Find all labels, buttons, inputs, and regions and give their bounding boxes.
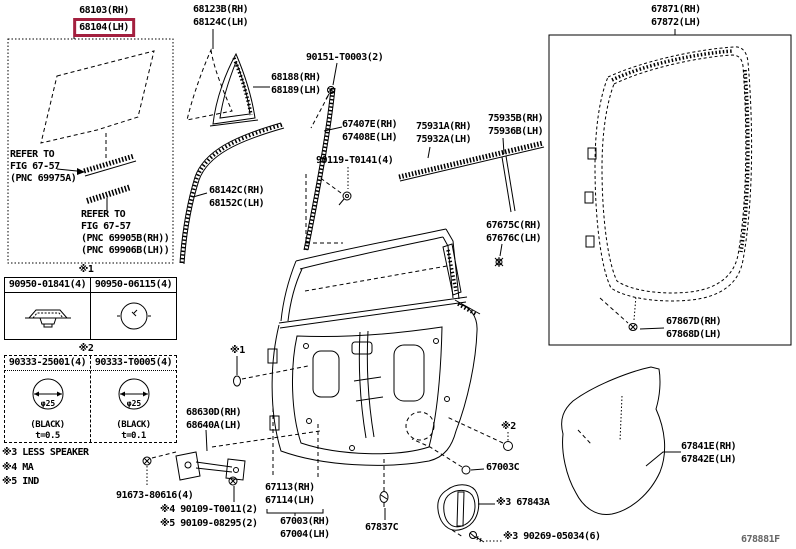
diameter-label: φ25 [40,398,55,408]
marker-table-1-line: ※1 [78,264,94,275]
refer-note-line: (PNC 69905B(RH)) [81,233,170,244]
figure-code: 678881F [741,534,780,545]
grommet-67837-line[interactable]: 67837C [365,522,399,533]
marker-table-1-label [79,263,94,276]
refer-note-2 [81,209,169,257]
belt-moulding-drawing [399,143,544,181]
part-number[interactable]: 90950-01841(4) [5,278,90,293]
refer-note-line: FIG 67-57 [10,161,60,172]
clip-67003c-label[interactable] [486,461,519,474]
pin-91673-label[interactable] [116,489,193,502]
clip-icon [22,301,74,331]
refer-note-1 [10,149,76,185]
screw-90109-08295-line[interactable]: ※5 90109-08295(2) [160,518,258,529]
division-bar-line[interactable]: 67407E(RH) [342,119,398,130]
ref-table-1-cell [90,278,176,339]
clip-67867-line[interactable]: 67868D(LH) [666,329,722,340]
ref-table-2 [4,355,177,443]
marker-door-1-label [230,344,245,357]
marker-table-2-line: ※2 [78,343,94,354]
diameter-icon [25,376,71,416]
screw-90151-label[interactable] [306,51,383,64]
ref-table-1-cell [5,278,90,339]
color-spec: (BLACK) [116,420,151,430]
door-inner-panel-label[interactable] [265,481,315,507]
refer-note-line: (PNC 69975A) [10,173,77,184]
marker-door-1-line: ※1 [230,345,245,356]
screw-90109-t0011-label[interactable] [160,503,258,516]
screw-90109-08295-label[interactable] [160,517,258,530]
quarter-window-weatherstrip-line[interactable]: 68188(RH) [271,72,321,83]
door-weatherstrip-line[interactable]: 67872(LH) [651,17,701,28]
diameter-label: φ25 [126,398,141,408]
quarter-window-glass-line[interactable]: 68124C(LH) [193,17,249,28]
marker-door-2-line: ※2 [501,421,516,432]
door-weatherstrip-line[interactable]: 67871(RH) [651,4,701,15]
legend-note-3: ※3 LESS SPEAKER [2,447,89,458]
refer-note-line: (PNC 69906B(LH)) [81,245,170,256]
rear-door-glass-label[interactable] [73,4,135,38]
door-panel-assy-line[interactable]: 67003(RH) [280,516,330,527]
speaker-cover-line[interactable]: ※3 67843A [496,497,550,508]
door-weatherstrip-label[interactable] [651,3,701,29]
clip-67867-line[interactable]: 67867D(RH) [666,316,722,327]
division-bar-label[interactable] [342,118,397,144]
part-number[interactable]: 90950-06115(4) [91,278,176,293]
screw-90269-label[interactable] [503,530,601,543]
belt-moulding-rear-label[interactable] [488,112,543,138]
glass-run-line[interactable]: 68142C(RH) [209,185,265,196]
part-number[interactable]: 90333-T0005(4) [91,356,176,371]
belt-moulding-rear-line[interactable]: 75936B(LH) [488,126,544,137]
clip-67675-drawing [495,244,503,267]
door-inner-panel-line[interactable]: 67114(LH) [265,495,315,506]
door-weatherstrip-drawing [549,29,791,345]
screw-90269-drawing [470,532,503,543]
part-number[interactable]: 90333-25001(4) [5,356,90,371]
bolt-90119-label[interactable] [316,154,393,167]
clip-67675-line[interactable]: 67675C(RH) [486,220,542,231]
service-hole-cover-label[interactable] [681,440,736,466]
service-hole-cover-drawing [562,367,681,515]
glass-run-label[interactable] [209,184,264,210]
thickness-spec: t=0.1 [121,431,146,441]
rear-door-glass-line[interactable]: 68104(LH) [73,18,135,37]
screw-90109-t0011-line[interactable]: ※4 90109-T0011(2) [160,504,258,515]
quarter-window-drawing [187,29,270,126]
ref-table-2-cell [5,356,90,442]
door-panel-assy-line[interactable]: 67004(LH) [280,529,330,540]
clip-67675-label[interactable] [486,219,541,245]
pin-91673-line[interactable]: 91673-80616(4) [116,490,194,501]
door-check-line[interactable]: 68640A(LH) [186,420,242,431]
thickness-spec: t=0.5 [35,431,60,441]
door-check-label[interactable] [186,406,241,432]
grommet-67837-label[interactable] [365,521,398,534]
ref-table-1 [4,277,177,340]
refer-note-line: REFER TO [10,149,55,160]
clip-67867-label[interactable] [666,315,721,341]
legend-note-4: ※4 MA [2,461,34,473]
service-hole-cover-line[interactable]: 67841E(RH) [681,441,737,452]
refer-note-line: REFER TO [81,209,126,220]
legend-notes [2,446,89,490]
marker-table-2-label [79,342,94,355]
speaker-cover-drawing [438,485,495,537]
division-bar-drawing [304,88,342,250]
ref-table-2-cell [90,356,176,442]
clip-67675-line[interactable]: 67676C(LH) [486,233,542,244]
rear-door-glass-line[interactable]: 68103(RH) [79,5,129,16]
speaker-cover-label[interactable] [496,496,549,509]
refer-note-line: FIG 67-57 [81,221,131,232]
quarter-window-glass-label[interactable] [193,3,248,29]
quarter-window-glass-line[interactable]: 68123B(RH) [193,4,249,15]
service-hole-cover-line[interactable]: 67842E(LH) [681,454,737,465]
belt-moulding-outer-line[interactable]: 75932A(LH) [416,134,472,145]
legend-note-5: ※5 IND [2,476,39,487]
clip-67003c-line[interactable]: 67003C [486,462,520,473]
marker-door-2-label [501,420,516,433]
door-panel-assy-label[interactable] [280,515,330,541]
door-check-line[interactable]: 68630D(RH) [186,407,242,418]
screw-90151-line[interactable]: 90151-T0003(2) [306,52,384,63]
rear-door-panel-drawing [268,229,480,465]
belt-moulding-outer-label[interactable] [416,120,471,146]
quarter-window-weatherstrip-label[interactable] [271,71,321,97]
belt-moulding-outer-line[interactable]: 75931A(RH) [416,121,472,132]
quarter-window-weatherstrip-line[interactable]: 68189(LH) [271,85,321,96]
pad-icon [114,299,154,333]
division-bar-line[interactable]: 67408E(LH) [342,132,398,143]
screw-90269-line[interactable]: ※3 90269-05034(6) [503,531,601,542]
color-spec: (BLACK) [30,420,65,430]
diameter-icon [111,376,157,416]
belt-moulding-rear-line[interactable]: 75935B(RH) [488,113,544,124]
bolt-90119-line[interactable]: 90119-T0141(4) [316,155,394,166]
glass-run-line[interactable]: 68152C(LH) [209,198,265,209]
door-inner-panel-line[interactable]: 67113(RH) [265,482,315,493]
